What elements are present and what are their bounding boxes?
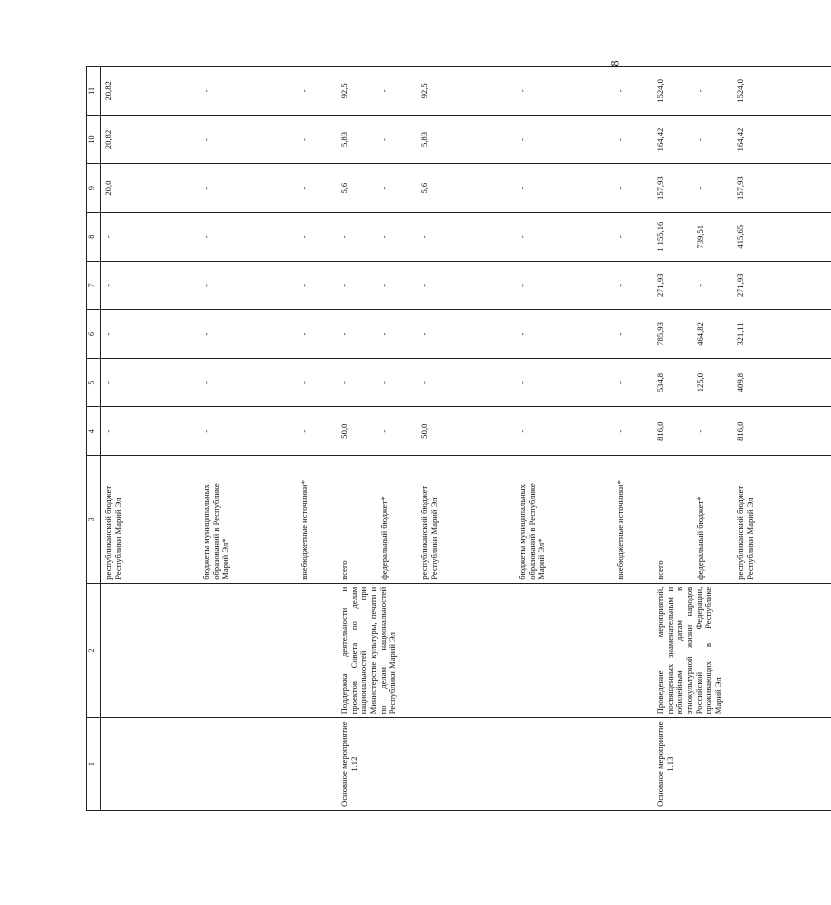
column-header-8: 8 xyxy=(87,212,101,261)
funding-source-cell: внебюджетные источники* xyxy=(297,455,337,583)
value-cell: - xyxy=(199,358,297,407)
value-cell: - xyxy=(613,67,653,116)
value-cell: - xyxy=(613,310,653,359)
value-cell: - xyxy=(297,261,337,310)
value-cell: - xyxy=(377,212,417,261)
value-cell: 50,0 xyxy=(417,407,515,456)
value-cell: - xyxy=(515,115,613,164)
column-header-6: 6 xyxy=(87,310,101,359)
value-cell: - xyxy=(199,261,297,310)
value-cell: - xyxy=(613,212,653,261)
value-cell: - xyxy=(377,310,417,359)
value-cell: 20,82 xyxy=(101,115,200,164)
value-cell: 20,82 xyxy=(101,67,200,116)
funding-source-cell: бюджеты муниципальных образований в Республике Марий Эл* xyxy=(199,455,297,583)
value-cell: - xyxy=(337,310,377,359)
value-cell: 92,5 xyxy=(337,67,377,116)
value-cell: - xyxy=(297,115,337,164)
value-cell: - xyxy=(377,261,417,310)
value-cell: - xyxy=(101,407,200,456)
item-cell: Основное мероприятие 1.12 xyxy=(337,718,653,811)
column-header-4: 4 xyxy=(87,407,101,456)
value-cell: - xyxy=(417,261,515,310)
value-cell: - xyxy=(693,407,733,456)
value-cell: - xyxy=(101,310,200,359)
value-cell: 5,6 xyxy=(337,164,377,213)
value-cell: 164,42 xyxy=(653,115,693,164)
table-header xyxy=(87,67,101,811)
value-cell: 20,0 xyxy=(101,164,200,213)
value-cell: 409,8 xyxy=(733,358,831,407)
value-cell: - xyxy=(199,115,297,164)
column-header-7: 7 xyxy=(87,261,101,310)
value-cell: 464,82 xyxy=(693,310,733,359)
value-cell: - xyxy=(417,310,515,359)
value-cell: 321,11 xyxy=(733,310,831,359)
value-cell: 1524,0 xyxy=(733,67,831,116)
value-cell: - xyxy=(515,310,613,359)
value-cell: 157,93 xyxy=(733,164,831,213)
value-cell: 816,0 xyxy=(733,407,831,456)
value-cell: - xyxy=(613,164,653,213)
value-cell: 271,93 xyxy=(653,261,693,310)
value-cell: 271,93 xyxy=(733,261,831,310)
table-row xyxy=(653,67,693,811)
value-cell: - xyxy=(337,358,377,407)
value-cell: - xyxy=(297,67,337,116)
value-cell: - xyxy=(377,358,417,407)
funding-source-cell: республиканский бюджет Республики Марий Эл xyxy=(417,455,515,583)
value-cell: - xyxy=(693,261,733,310)
value-cell: - xyxy=(199,310,297,359)
value-cell: - xyxy=(101,358,200,407)
value-cell: - xyxy=(515,164,613,213)
value-cell: 785,93 xyxy=(653,310,693,359)
value-cell: 164,42 xyxy=(733,115,831,164)
item-cell: Основное мероприятие 1.13 xyxy=(653,718,831,811)
value-cell: - xyxy=(613,358,653,407)
value-cell: 157,93 xyxy=(653,164,693,213)
value-cell: 5,6 xyxy=(417,164,515,213)
value-cell: 739,51 xyxy=(693,212,733,261)
value-cell: 5,83 xyxy=(337,115,377,164)
funding-source-cell: республиканский бюджет Республики Марий Эл xyxy=(733,455,831,583)
value-cell: - xyxy=(613,261,653,310)
value-cell: 5,83 xyxy=(417,115,515,164)
value-cell: 1524,0 xyxy=(653,67,693,116)
value-cell: 125,0 xyxy=(693,358,733,407)
value-cell: - xyxy=(515,212,613,261)
value-cell: - xyxy=(297,164,337,213)
value-cell: - xyxy=(515,67,613,116)
value-cell: - xyxy=(297,310,337,359)
value-cell: - xyxy=(417,212,515,261)
item-cell xyxy=(101,718,338,811)
value-cell: - xyxy=(337,261,377,310)
funding-source-cell: федеральный бюджет* xyxy=(693,455,733,583)
value-cell: - xyxy=(515,407,613,456)
value-cell: - xyxy=(693,164,733,213)
value-cell: - xyxy=(693,115,733,164)
value-cell: - xyxy=(337,212,377,261)
funding-source-cell: республиканский бюджет Республики Марий Эл xyxy=(101,455,200,583)
column-header-3: 3 xyxy=(87,455,101,583)
page-number: 8 xyxy=(607,60,622,67)
value-cell: 92,5 xyxy=(417,67,515,116)
value-cell: - xyxy=(417,358,515,407)
table-row xyxy=(337,67,377,811)
rotated-table-area xyxy=(86,66,755,811)
column-header-10: 10 xyxy=(87,115,101,164)
value-cell: 534,8 xyxy=(653,358,693,407)
value-cell: - xyxy=(693,67,733,116)
table-row xyxy=(101,67,200,811)
column-header-1: 1 xyxy=(87,718,101,811)
column-header-5: 5 xyxy=(87,358,101,407)
value-cell: - xyxy=(515,261,613,310)
value-cell: - xyxy=(297,212,337,261)
value-cell: 50,0 xyxy=(337,407,377,456)
value-cell: - xyxy=(199,407,297,456)
funding-source-cell: федеральный бюджет* xyxy=(377,455,417,583)
value-cell: - xyxy=(297,407,337,456)
measure-title-cell: Проведение мероприятий, посвященных знаменательным и юбилейным датам в этнокультурной жизни народов Российской Федерации, проживающих в Республике Марий Эл xyxy=(653,583,831,718)
value-cell: - xyxy=(377,67,417,116)
value-cell: 1 155,16 xyxy=(653,212,693,261)
measure-title-cell xyxy=(101,583,338,718)
value-cell: - xyxy=(613,407,653,456)
budget-table xyxy=(86,66,831,811)
funding-source-cell: всего xyxy=(337,455,377,583)
funding-source-cell: всего xyxy=(653,455,693,583)
funding-source-cell: внебюджетные источники* xyxy=(613,455,653,583)
column-header-11: 11 xyxy=(87,67,101,116)
column-header-9: 9 xyxy=(87,164,101,213)
table-body xyxy=(101,67,831,811)
value-cell: - xyxy=(101,212,200,261)
funding-source-cell: бюджеты муниципальных образований в Республике Марий Эл* xyxy=(515,455,613,583)
value-cell: - xyxy=(297,358,337,407)
measure-title-cell: Поддержка деятельности и проектов Совета по делам национальностей при Министерстве культуры, печати и по делам национальностей Республики Марий Эл xyxy=(337,583,653,718)
value-cell: - xyxy=(101,261,200,310)
value-cell: - xyxy=(199,67,297,116)
value-cell: 415,65 xyxy=(733,212,831,261)
column-header-2: 2 xyxy=(87,583,101,718)
value-cell: - xyxy=(377,407,417,456)
value-cell: - xyxy=(199,164,297,213)
value-cell: - xyxy=(199,212,297,261)
value-cell: - xyxy=(377,164,417,213)
value-cell: 816,0 xyxy=(653,407,693,456)
value-cell: - xyxy=(613,115,653,164)
table-frame xyxy=(86,66,755,811)
value-cell: - xyxy=(377,115,417,164)
value-cell: - xyxy=(515,358,613,407)
